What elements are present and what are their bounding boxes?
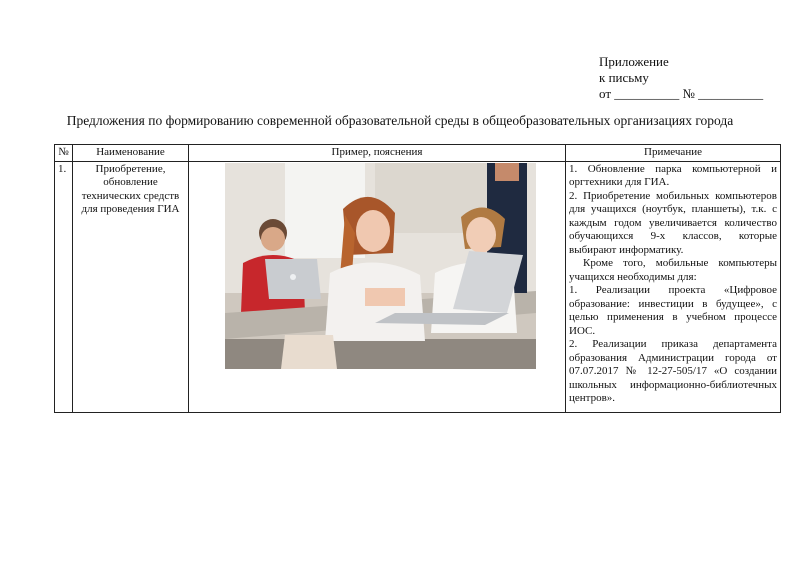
- header-example: Пример, пояснения: [189, 145, 566, 162]
- appendix-letter-ref: к письму: [599, 70, 649, 85]
- classroom-photo: [225, 163, 536, 369]
- note-item: Кроме того, мобильные компьютеры учащихся необходимы для:: [569, 257, 777, 283]
- proposals-table: [54, 144, 781, 413]
- table-row: [55, 161, 781, 412]
- note-item: 1. Реализации проекта «Цифровое образование: инвестиции в будущее», с целью применения в учебном процессе ИОС.: [569, 284, 777, 337]
- notes-cell: [566, 161, 781, 412]
- note-item: 2. Реализации приказа департамента образования Администрации города от 07.07.2017 № 12-27-505/17 «О создании школьных информационно-библиотечных центров».: [569, 338, 777, 404]
- row-number: 1.: [55, 161, 73, 412]
- header-name: Наименование: [73, 145, 189, 162]
- appendix-label: Приложение: [599, 54, 669, 69]
- example-cell: [189, 161, 566, 412]
- appendix-header: [599, 54, 763, 102]
- row-name: Приобретение, обновление технических средств для проведения ГИА: [73, 161, 189, 412]
- document-title: Предложения по формированию современной образовательной среды в общеобразовательных организациях города: [66, 113, 734, 128]
- note-item: 2. Приобретение мобильных компьютеров для учащихся (ноутбук, планшеты), т.к. с каждым годом увеличивается количество обучающихся 9-х классов, которые выбирают информатику.: [569, 189, 777, 256]
- header-notes: Примечание: [566, 145, 781, 162]
- note-item: 1. Обновление парка компьютерной и оргтехники для ГИА.: [569, 162, 777, 188]
- header-number: №: [55, 145, 73, 162]
- table-header-row: [55, 145, 781, 162]
- appendix-date-number: от __________ № __________: [599, 86, 764, 101]
